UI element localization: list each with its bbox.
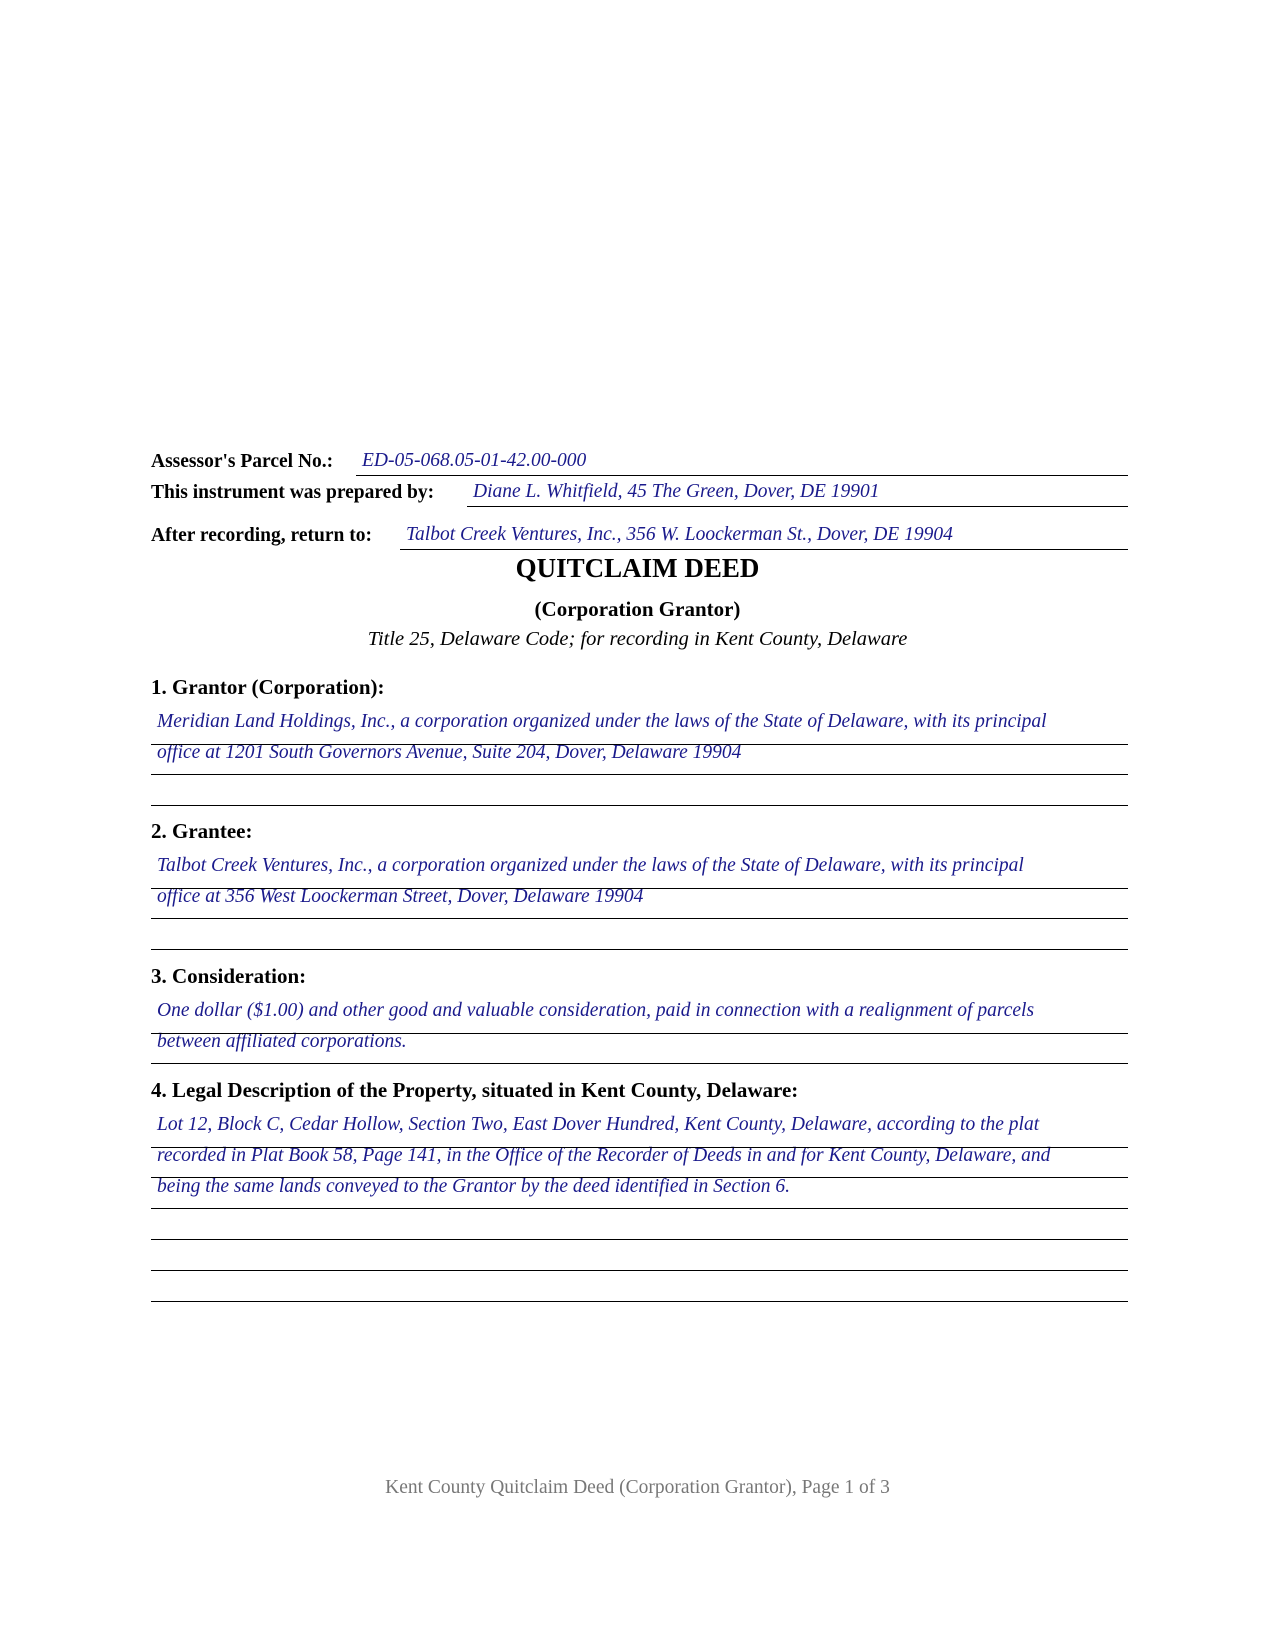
return-to-label: After recording, return to: <box>151 525 372 546</box>
legal-line-2: recorded in Plat Book 58, Page 141, in the Office of the Recorder of Deeds in and for Kent County, Delaware, and <box>157 1145 1051 1166</box>
grantor-line-2: office at 1201 South Governors Avenue, Suite 204, Dover, Delaware 19904 <box>157 742 742 763</box>
consideration-line-2: between affiliated corporations. <box>157 1031 407 1052</box>
legal-rule-3 <box>151 1208 1128 1209</box>
grantor-rule-2 <box>151 774 1128 775</box>
document-title: QUITCLAIM DEED <box>515 553 760 583</box>
consideration-rule-1 <box>151 1033 1128 1034</box>
legal-rule-2 <box>151 1177 1128 1178</box>
legal-rule-1 <box>151 1147 1128 1148</box>
legal-line-3: being the same lands conveyed to the Grantor by the deed identified in Section 6. <box>157 1176 791 1197</box>
prepared-by-label: This instrument was prepared by: <box>151 482 435 503</box>
consideration-line-1: One dollar ($1.00) and other good and valuable consideration, paid in connection with a realignment of parcels <box>157 1000 1035 1021</box>
grantor-rule-3 <box>151 805 1128 806</box>
parcel-number-label: Assessor's Parcel No.: <box>151 451 334 472</box>
prepared-by-value: Diane L. Whitfield, 45 The Green, Dover, DE 19901 <box>473 481 880 502</box>
grantee-rule-1 <box>151 888 1128 889</box>
document-subtitle: (Corporation Grantor) <box>534 597 741 621</box>
legal-description-heading: 4. Legal Description of the Property, situated in Kent County, Delaware: <box>151 1078 799 1102</box>
grantee-line-2: office at 356 West Loockerman Street, Dover, Delaware 19904 <box>157 886 644 907</box>
consideration-field[interactable] <box>151 997 1128 1067</box>
page-footer: Kent County Quitclaim Deed (Corporation Grantor), Page 1 of 3 <box>385 1477 890 1498</box>
return-to-field[interactable] <box>400 519 1128 550</box>
grantee-line-1: Talbot Creek Ventures, Inc., a corporation organized under the laws of the State of Delaware, with its principal <box>157 855 1024 876</box>
document-statute-note: Title 25, Delaware Code; for recording in Kent County, Delaware <box>367 628 908 650</box>
parcel-number-value: ED-05-068.05-01-42.00-000 <box>362 450 587 471</box>
prepared-by-row <box>151 477 1128 507</box>
legal-description-field[interactable] <box>151 1111 1128 1311</box>
legal-rule-6 <box>151 1301 1128 1302</box>
grantee-rule-2 <box>151 918 1128 919</box>
return-to-value: Talbot Creek Ventures, Inc., 356 W. Loockerman St., Dover, DE 19904 <box>406 524 953 545</box>
legal-line-1: Lot 12, Block C, Cedar Hollow, Section Two, East Dover Hundred, Kent County, Delaware, according to the plat <box>157 1114 1040 1135</box>
consideration-heading: 3. Consideration: <box>151 964 307 988</box>
grantee-field[interactable] <box>151 852 1128 952</box>
grantor-rule-1 <box>151 744 1128 745</box>
legal-rule-4 <box>151 1239 1128 1240</box>
grantor-heading: 1. Grantor (Corporation): <box>151 675 385 699</box>
grantee-rule-3 <box>151 949 1128 950</box>
legal-rule-5 <box>151 1270 1128 1271</box>
parcel-number-row <box>151 446 1128 476</box>
return-to-row <box>151 520 1128 550</box>
grantor-field[interactable] <box>151 708 1128 808</box>
consideration-rule-2 <box>151 1063 1128 1064</box>
grantee-heading: 2. Grantee: <box>151 819 253 843</box>
parcel-number-field[interactable] <box>356 445 1128 476</box>
grantor-line-1: Meridian Land Holdings, Inc., a corporation organized under the laws of the State of Delaware, with its principal <box>157 711 1047 732</box>
prepared-by-field[interactable] <box>467 476 1128 507</box>
